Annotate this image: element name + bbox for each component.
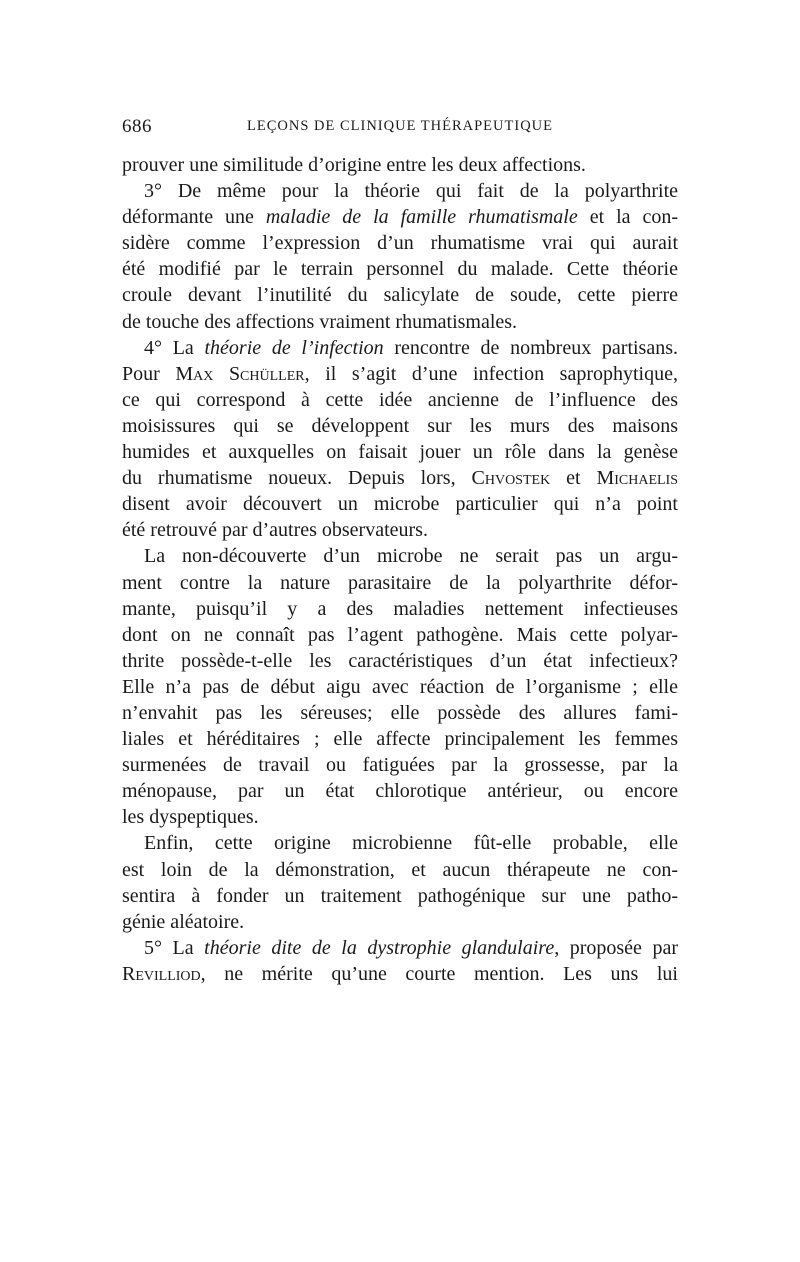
text-line (122, 543, 678, 569)
text-run: humides et auxquelles on faisait jouer un rôle dans la genèse (122, 441, 678, 464)
text-run: est loin de la démonstration, et aucun thérapeute ne con- (122, 858, 678, 881)
text-line (122, 778, 678, 804)
text-run: du rhumatisme noueux. Depuis lors, (122, 467, 472, 490)
text-line (122, 830, 678, 856)
text-line (122, 178, 678, 204)
text-line (122, 570, 678, 596)
text-line (122, 804, 678, 830)
text-line (122, 230, 678, 256)
text-run: déformante une (122, 206, 266, 229)
text-run: 4° La (144, 336, 205, 359)
text-run: les dyspeptiques. (122, 806, 259, 829)
text-run: et (550, 467, 597, 490)
text-run: rencontre de nombreux partisans. (383, 336, 678, 359)
text-run: génie aléatoire. (122, 910, 245, 933)
text-line (122, 622, 678, 648)
text-run: ménopause, par un état chlorotique antérieur, ou encore (122, 780, 678, 803)
page-number: 686 (122, 116, 152, 137)
text-run: ment contre la nature parasitaire de la polyarthrite défor- (122, 571, 678, 594)
text-line (122, 491, 678, 517)
text-line (122, 700, 678, 726)
text-run: Enfin, cette origine microbienne fût-elle probable, elle (144, 832, 678, 855)
text-line (122, 752, 678, 778)
text-run: Pour (122, 362, 176, 385)
text-line (122, 152, 678, 178)
running-title: LEÇONS DE CLINIQUE THÉRAPEUTIQUE (247, 118, 553, 134)
text-run: thrite possède-t-elle les caractéristiques d’un état infectieux? (122, 649, 678, 672)
text-run: 5° La (144, 936, 205, 959)
text-line (122, 961, 678, 987)
text-run: de touche des affections vraiment rhumatismales. (122, 310, 518, 333)
text-line (122, 674, 678, 700)
text-line (122, 439, 678, 465)
text-line (122, 726, 678, 752)
text-run: , proposée par (554, 936, 678, 959)
text-line (122, 857, 678, 883)
text-run: ce qui correspond à cette idée ancienne de l’influence des (122, 388, 678, 411)
text-run: et la con- (577, 206, 678, 229)
text-run: liales et héréditaires ; elle affecte principalement les femmes (122, 728, 678, 751)
text-run: été modifié par le terrain personnel du malade. Cette théorie (122, 258, 678, 281)
author-name: Max Schüller (175, 362, 305, 385)
italic-phrase: maladie de la famille rhumatismale (265, 206, 578, 229)
text-line (122, 204, 678, 230)
text-run: été retrouvé par d’autres observateurs. (122, 519, 428, 542)
text-line (122, 465, 678, 491)
text-run: dont on ne connaît pas l’agent pathogène. Mais cette polyar- (122, 623, 678, 646)
author-name: Michaelis (596, 467, 678, 490)
text-line (122, 413, 678, 439)
text-run: croule devant l’inutilité du salicylate de soude, cette pierre (122, 284, 678, 307)
text-run: mante, puisqu’il y a des maladies nettement infectieuses (122, 597, 678, 620)
text-run: disent avoir découvert un microbe particulier qui n’a point (122, 493, 678, 516)
text-run: prouver une similitude d’origine entre les deux affections. (122, 154, 586, 176)
text-run: sidère comme l’expression d’un rhumatisme vrai qui aurait (122, 232, 678, 255)
text-line (122, 596, 678, 622)
text-run: surmenées de travail ou fatiguées par la grossesse, par la (122, 754, 678, 777)
text-line (122, 909, 678, 935)
text-run: sentira à fonder un traitement pathogénique sur une patho- (122, 884, 678, 907)
italic-phrase: théorie de l’infection (204, 336, 384, 359)
text-run: La non-découverte d’un microbe ne serait pas un argu- (144, 545, 678, 568)
text-run: , ne mérite qu’une courte mention. Les uns lui (200, 962, 678, 985)
text-run: moisissures qui se développent sur les murs des maisons (122, 414, 678, 437)
text-line (122, 935, 678, 961)
running-head (122, 110, 678, 144)
italic-phrase: théorie dite de la dystrophie glandulaire (204, 936, 555, 959)
text-line (122, 883, 678, 909)
text-run: 3° De même pour la théorie qui fait de la polyarthrite (144, 180, 678, 203)
text-line (122, 648, 678, 674)
text-run: Elle n’a pas de début aigu avec réaction de l’organisme ; elle (122, 675, 678, 698)
book-page (122, 110, 678, 987)
text-line (122, 282, 678, 308)
text-line (122, 361, 678, 387)
body-text (122, 152, 678, 987)
text-line (122, 256, 678, 282)
text-line (122, 387, 678, 413)
author-name: Chvostek (471, 467, 551, 490)
text-line (122, 517, 678, 543)
text-line (122, 335, 678, 361)
text-run: , il s’agit d’une infection saprophytique, (304, 362, 678, 385)
text-run: n’envahit pas les séreuses; elle possède des allures fami- (122, 701, 678, 724)
author-name: Revilliod (122, 962, 201, 985)
text-line (122, 309, 678, 335)
